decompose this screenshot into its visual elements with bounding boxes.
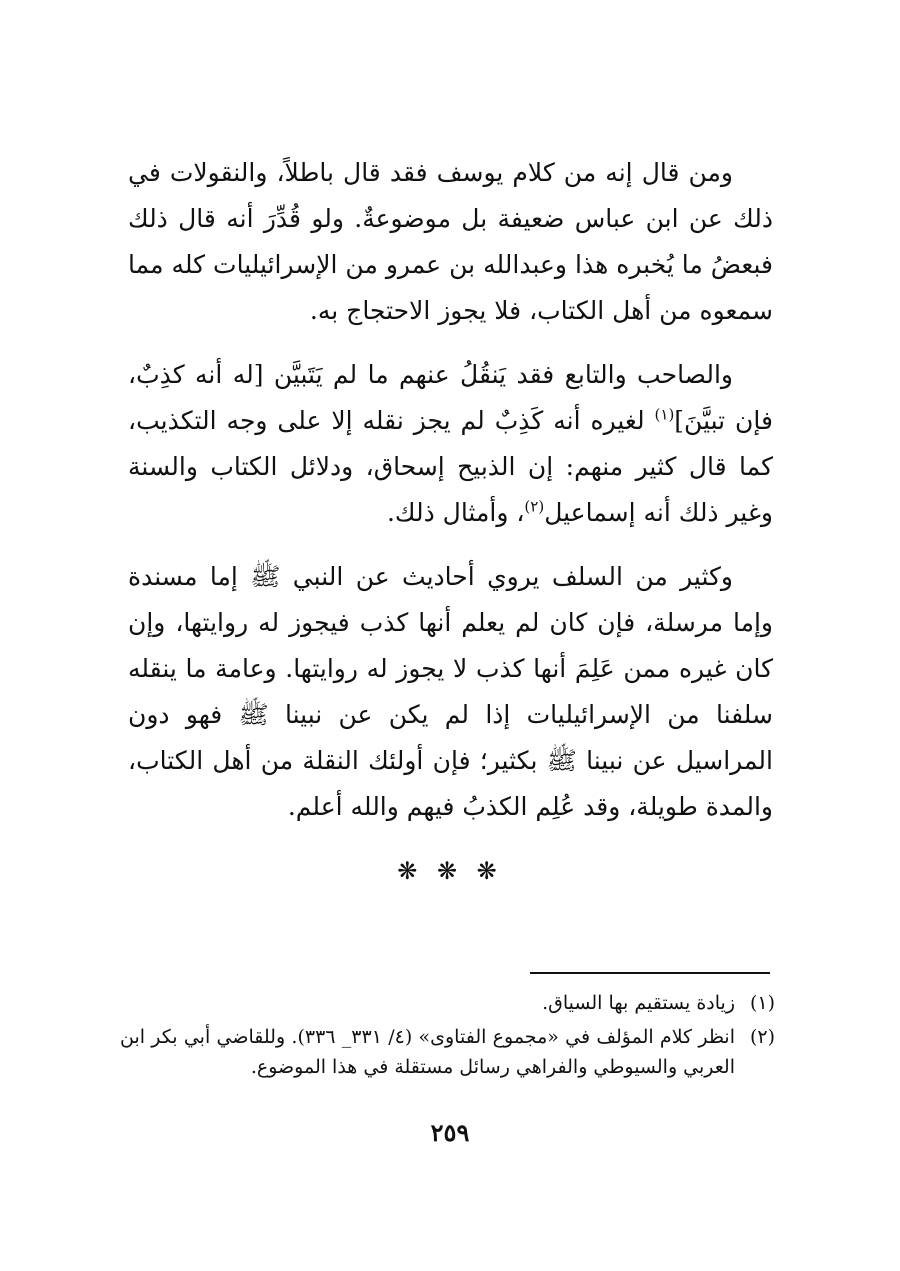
main-text — [128, 150, 773, 848]
footnote-number: (١) — [749, 992, 775, 1014]
paragraph-2-part-3: ، وأمثال ذلك. — [386, 498, 525, 527]
paragraph-3: وكثير من السلف يروي أحاديث عن النبي ﷺ إما مسندة وإما مرسلة، فإن كان لم يعلم أنها كذب فيجوز له روايتها، وإن كان غيره ممن عَلِمَ أنها كذب لا يجوز له روايتها. وعامة ما ينقله سلفنا من الإسرائيليات إذا لم يكن عن نبينا ﷺ فهو دون المراسيل عن نبينا ﷺ بكثير؛ فإن أولئك النقلة من أهل الكتاب، والمدة طويلة، وقد عُلِم الكذبُ فيهم والله أعلم. — [128, 562, 773, 821]
paragraph-2 — [128, 352, 773, 536]
section-separator: ❋ ❋ ❋ — [397, 857, 503, 885]
paragraph-1: ومن قال إنه من كلام يوسف فقد قال باطلاً، والنقولات في ذلك عن ابن عباس ضعيفة بل موضوعةٌ. ولو قُدِّرَ أنه قال ذلك فبعضُ ما يُخبره هذا وعبدالله بن عمرو من الإسرائيليات كله مما سمعوه من أهل الكتاب، فلا يجوز الاحتجاج به. — [128, 158, 773, 325]
footnote-marker-2: (٢) — [524, 497, 545, 516]
footnote-2 — [120, 1022, 775, 1082]
page-number: ٢٥٩ — [430, 1118, 470, 1147]
paragraph-2-part-2: لغيره أنه كَذِبٌ لم يجز نقله إلا على وجه التكذيب، كما قال كثير منهم: إن الذبيح إسحاق، ودلائل الكتاب والسنة وغير ذلك أنه إسماعيل — [128, 406, 773, 527]
paragraph-2-part-1: والصاحب والتابع فقد يَنقُلُ عنهم ما لم يَتَبيَّن [له أنه كذِبٌ، فإن تبيَّنَ] — [128, 360, 773, 435]
footnotes — [120, 988, 775, 1086]
footnote-text: انظر كلام المؤلف في «مجموع الفتاوى» (٤/ ٣٣١_ ٣٣٦). وللقاضي أبي بكر ابن العربي والسيوطي والفراهي رسائل مستقلة في هذا الموضوع. — [120, 1026, 735, 1078]
footnote-marker-1: (١) — [654, 405, 675, 424]
footnote-divider — [530, 972, 770, 974]
footnote-number: (٢) — [749, 1026, 775, 1048]
footnote-text: زيادة يستقيم بها السياق. — [542, 992, 735, 1014]
footnote-1 — [120, 988, 775, 1018]
